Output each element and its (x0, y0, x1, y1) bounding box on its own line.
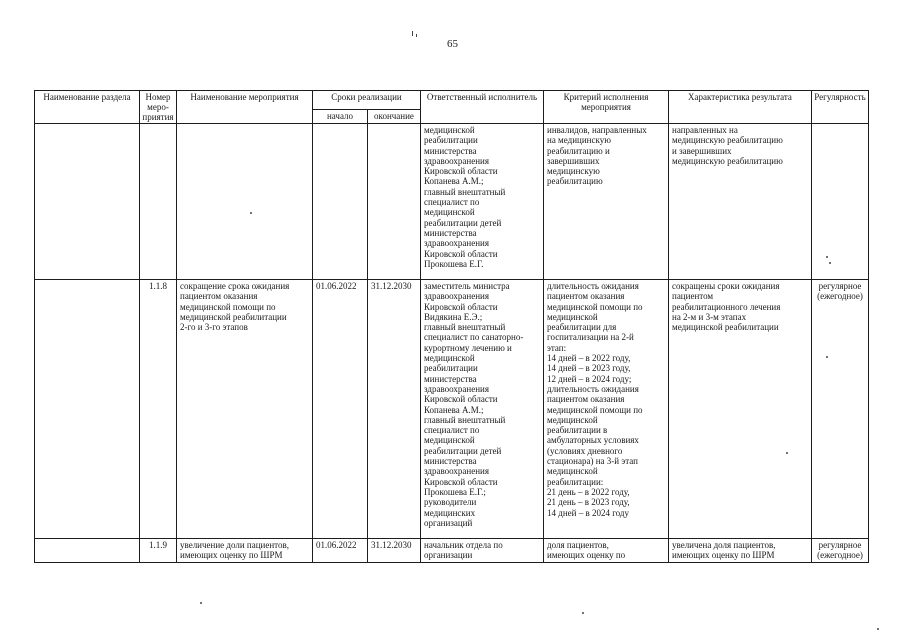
cell-result: сокращены сроки ожидания пациентом реабилитационного лечения на 2-м и 3-м этапах медицинской реабилитации (669, 280, 812, 539)
cell-end: 31.12.2030 (368, 539, 421, 563)
scan-speck (416, 34, 417, 37)
cell-start (313, 124, 368, 280)
scan-speck (200, 602, 202, 604)
cell-event: увеличение доли пациентов, имеющих оценку по ШРМ (177, 539, 313, 563)
cell-regularity (812, 124, 869, 280)
cell-criterion: доля пациентов, имеющих оценку по (544, 539, 669, 563)
header-criterion: Критерий исполнения мероприятия (544, 91, 669, 124)
cell-section (35, 280, 140, 539)
cell-regularity: регулярное (ежегодное) (812, 280, 869, 539)
table-header-row (35, 91, 869, 110)
header-regularity: Регулярность (812, 91, 869, 124)
cell-end: 31.12.2030 (368, 280, 421, 539)
cell-executor: медицинской реабилитации министерства здравоохранения Кировской области Копанева А.М.; главный внештатный специалист по медицинской реабилитации детей министерства здравоохранения Кировской области Прокошева Е.Г. (421, 124, 544, 280)
header-terms: Сроки реализации (313, 91, 421, 110)
cell-number (140, 124, 177, 280)
cell-event (177, 124, 313, 280)
cell-executor: начальник отдела по организации (421, 539, 544, 563)
scan-speck (412, 31, 413, 36)
cell-regularity: регулярное (ежегодное) (812, 539, 869, 563)
cell-criterion: инвалидов, направленных на медицинскую реабилитацию и завершивших медицинскую реабилитацию (544, 124, 669, 280)
cell-end (368, 124, 421, 280)
plan-table (34, 90, 869, 563)
cell-section (35, 124, 140, 280)
cell-number: 1.1.9 (140, 539, 177, 563)
header-number: Номер меро- приятия (140, 91, 177, 124)
cell-start: 01.06.2022 (313, 539, 368, 563)
cell-event: сокращение срока ожидания пациентом оказания медицинской помощи по медицинской реабилитации 2-го и 3-го этапов (177, 280, 313, 539)
table-row (35, 280, 869, 539)
cell-section (35, 539, 140, 563)
cell-start: 01.06.2022 (313, 280, 368, 539)
scan-speck (877, 628, 879, 630)
header-executor: Ответственный исполнитель (421, 91, 544, 124)
header-section: Наименование раздела (35, 91, 140, 124)
header-terms-end: окончание (368, 110, 421, 124)
cell-number: 1.1.8 (140, 280, 177, 539)
page-number: 65 (447, 38, 458, 50)
cell-result: направленных на медицинскую реабилитацию и завершивших медицинскую реабилитацию (669, 124, 812, 280)
header-result: Характеристика результата (669, 91, 812, 124)
cell-executor: заместитель министра здравоохранения Кировской области Видякина Е.Э.; главный внештатный специалист по санаторно- курортному лечению и медицинской реабилитации министерства здравоохранения Кировской области Копанева А.М.; главный внештатный специалист по медицинской реабилитации детей министерства здравоохранения Кировской области Прокошева Е.Г.; руководители медицинских организаций (421, 280, 544, 539)
header-terms-start: начало (313, 110, 368, 124)
table-row (35, 124, 869, 280)
scan-speck (582, 612, 584, 614)
cell-criterion: длительность ожидания пациентом оказания медицинской помощи по медицинской реабилитации для госпитализации на 2-й этап: 14 дней – в 2022 году, 14 дней – в 2023 году, 12 дней – в 2024 году; длительность ожидания пациентом оказания медицинской помощи по медицинской реабилитации в амбулаторных условиях (условиях дневного стационара) на 3-й этап медицинской реабилитации: 21 день – в 2022 году, 21 день – в 2023 году, 14 дней – в 2024 году (544, 280, 669, 539)
cell-result: увеличена доля пациентов, имеющих оценку по ШРМ (669, 539, 812, 563)
header-event: Наименование мероприятия (177, 91, 313, 124)
table-row (35, 539, 869, 563)
